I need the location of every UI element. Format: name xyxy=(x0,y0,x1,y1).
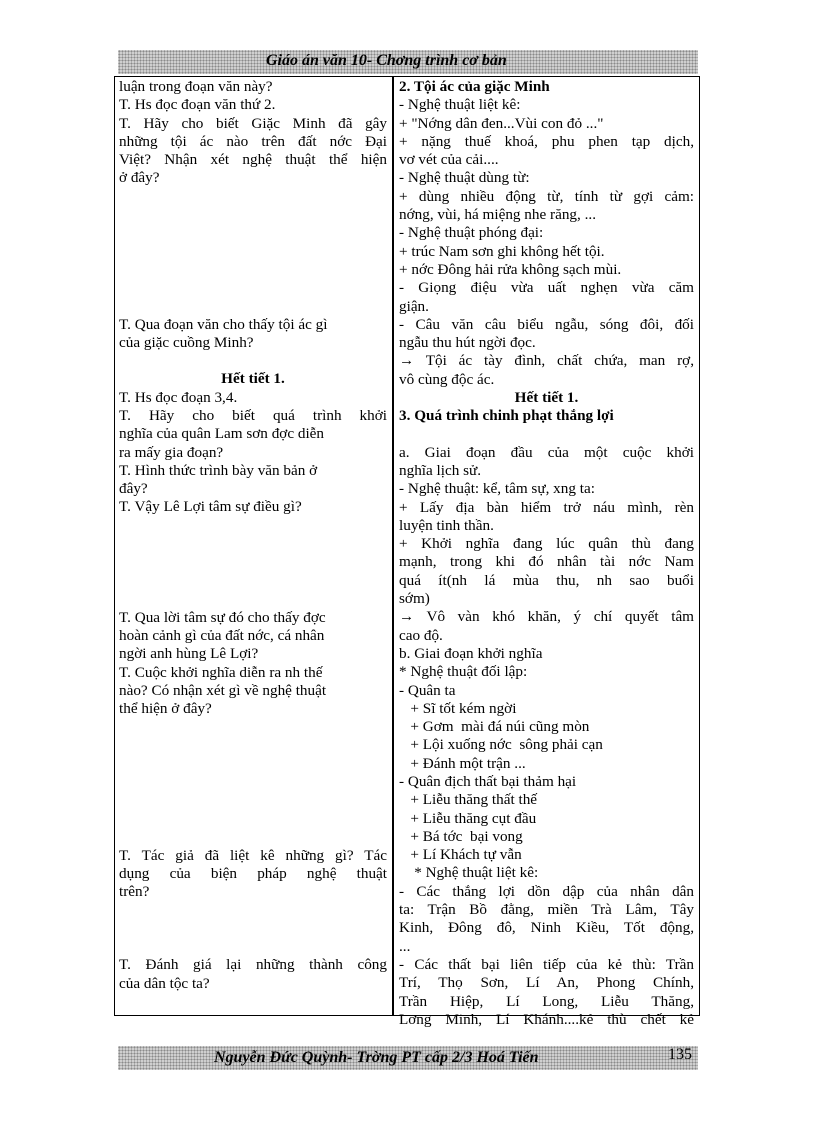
header-title: Giáo án văn 10- Chơng trình cơ bản xyxy=(266,52,507,69)
right-line: - Các thắng lợi dồn dập của nhân dân xyxy=(399,882,694,900)
right-line: vô cùng độc ác. xyxy=(399,370,495,388)
left-line: T. Đánh giá lại những thành công xyxy=(119,956,387,974)
right-line: Lơng Minh, Lí Khánh....kẻ thù chết kẻ xyxy=(399,1010,694,1028)
right-line: + Gơm mài đá núi cũng mòn xyxy=(399,718,590,736)
right-line: a. Giai đoạn đầu của một cuộc khởi xyxy=(399,443,694,461)
right-line: ... xyxy=(399,937,411,955)
header-banner xyxy=(118,50,698,74)
left-line: nghĩa của quân Lam sơn đợc diễn xyxy=(119,425,325,443)
right-line: giận. xyxy=(399,297,429,315)
right-line: b. Giai đoạn khởi nghĩa xyxy=(399,644,543,662)
right-line: → Vô vàn khó khăn, ý chí quyết tâm xyxy=(399,608,694,626)
left-line: T. Qua lời tâm sự đó cho thấy đợc xyxy=(119,608,326,626)
left-line: T. Vậy Lê Lợi tâm sự điều gì? xyxy=(119,498,302,516)
right-line: Kinh, Đông đô, Ninh Kiều, Tốt động, xyxy=(399,919,694,937)
right-line: sớm) xyxy=(399,590,430,608)
left-line: Việt? Nhận xét nghệ thuật thể hiện xyxy=(119,151,387,169)
right-line: + Liễu thăng cụt đầu xyxy=(399,809,537,827)
left-line: luận trong đoạn văn này? xyxy=(119,78,273,95)
right-line: + nặng thuế khoá, phu phen tạp dịch, xyxy=(399,132,694,150)
right-line: mạnh, trong khi đó nhân tài nớc Nam xyxy=(399,553,694,571)
right-line: + "Nớng dân đen...Vùi con đỏ ..." xyxy=(399,114,604,132)
left-line: những tội ác nào trên đất nớc Đại xyxy=(119,132,387,150)
teacher-activity-column xyxy=(119,78,387,993)
right-line: + Sĩ tốt kém ngời xyxy=(399,699,517,717)
right-line: luyện tinh thần. xyxy=(399,516,494,534)
left-line: T. Qua đoạn văn cho thấy tội ác gì xyxy=(119,315,328,333)
right-line: + trúc Nam sơn ghi không hết tội. xyxy=(399,242,605,260)
right-line: nghĩa lịch sử. xyxy=(399,461,482,479)
left-line: của dân tộc ta? xyxy=(119,974,210,992)
left-line: hoàn cảnh gì của đất nớc, cá nhân xyxy=(119,627,325,645)
right-line: + Lấy địa bàn hiểm trở náu mình, rèn xyxy=(399,498,694,516)
spacer xyxy=(119,901,387,956)
right-line: * Nghệ thuật liệt kê: xyxy=(399,864,539,882)
footer-author: Nguyễn Đức Quỳnh- Trờng PT cấp 2/3 Hoá Tiến xyxy=(214,1049,539,1066)
left-line: ra mấy gia đoạn? xyxy=(119,443,224,461)
right-line: ngẫu thu hút ngời đọc. xyxy=(399,334,536,352)
right-line: → Tội ác tày đình, chất chứa, man rợ, xyxy=(399,352,694,370)
right-line: + Khởi nghĩa đang lúc quân thù đang xyxy=(399,535,694,553)
right-line: quá ít(nh lá mùa thu, nh sao buổi xyxy=(399,571,694,589)
section-heading: 2. Tội ác của giặc Minh xyxy=(399,78,550,95)
left-line: T. Cuộc khởi nghĩa diễn ra nh thế xyxy=(119,663,323,681)
page-number: 135 xyxy=(668,1046,692,1063)
right-line: + Lội xuống nớc sông phải cạn xyxy=(399,736,603,754)
left-line: T. Hình thức trình bày văn bản ở xyxy=(119,461,318,479)
footer-banner xyxy=(118,1046,698,1070)
spacer xyxy=(119,188,387,316)
left-line: dụng của biện pháp nghệ thuật xyxy=(119,864,387,882)
right-line: ta: Trận Bồ đằng, miền Trà Lâm, Tây xyxy=(399,901,694,919)
right-line: - Nghệ thuật dùng từ: xyxy=(399,169,530,187)
left-line: nào? Có nhận xét gì về nghệ thuật xyxy=(119,681,327,699)
right-line: + Lí Khách tự vẫn xyxy=(399,846,522,864)
right-line: - Quân địch thất bại thảm hại xyxy=(399,772,577,790)
spacer xyxy=(399,426,694,444)
column-divider xyxy=(392,76,394,1016)
right-line: - Các thất bại liên tiếp của kẻ thù: Trần xyxy=(399,955,694,973)
right-line: + Liễu thăng thất thế xyxy=(399,791,538,809)
left-line: đây? xyxy=(119,480,148,498)
left-line: T. Hs đọc đoạn 3,4. xyxy=(119,388,238,406)
section-end-heading: Hết tiết 1. xyxy=(514,389,579,407)
right-line: - Nghệ thuật liệt kê: xyxy=(399,96,521,114)
left-line: ngời anh hùng Lê Lợi? xyxy=(119,645,259,663)
spacer xyxy=(119,517,387,609)
section-end-heading: Hết tiết 1. xyxy=(221,370,285,388)
left-line: T. Hãy cho biết Giặc Minh đã gây xyxy=(119,114,387,132)
left-line: của giặc cuồng Minh? xyxy=(119,334,254,352)
left-line: ở đây? xyxy=(119,169,160,187)
right-line: - Câu văn câu biểu ngẫu, sóng đôi, đối xyxy=(399,315,694,333)
spacer xyxy=(119,352,387,370)
spacer xyxy=(119,719,387,847)
left-line: T. Hãy cho biết quá trình khởi xyxy=(119,406,387,424)
right-line: - Nghệ thuật: kể, tâm sự, xng ta: xyxy=(399,480,595,498)
right-line: - Quân ta xyxy=(399,681,456,699)
section-heading: 3. Quá trình chinh phạt thắng lợi xyxy=(399,407,614,425)
left-line: T. Tác giả đã liệt kê những gì? Tác xyxy=(119,846,387,864)
right-line: + nớc Đông hải rửa không sạch mùi. xyxy=(399,260,622,278)
right-line: + Đánh một trận ... xyxy=(399,754,526,772)
right-line: Trần Hiệp, Lí Long, Liễu Thăng, xyxy=(399,992,694,1010)
left-line: thể hiện ở đây? xyxy=(119,700,212,718)
left-line: T. Hs đọc đoạn văn thứ 2. xyxy=(119,96,276,114)
right-line: Trí, Thọ Sơn, Lí An, Phong Chính, xyxy=(399,974,694,992)
content-column xyxy=(399,78,694,1029)
right-line: vơ vét của cải.... xyxy=(399,151,499,169)
right-line: - Nghệ thuật phóng đại: xyxy=(399,224,544,242)
right-line: + Bá tớc bại vong xyxy=(399,827,523,845)
left-line: trên? xyxy=(119,883,150,901)
right-line: + dùng nhiều động từ, tính từ gợi cảm: xyxy=(399,187,694,205)
right-line: cao độ. xyxy=(399,626,443,644)
right-line: * Nghệ thuật đối lập: xyxy=(399,663,528,681)
right-line: - Giọng điệu vừa uất nghẹn vừa căm xyxy=(399,279,694,297)
right-line: nớng, vùi, há miệng nhe răng, ... xyxy=(399,206,596,224)
